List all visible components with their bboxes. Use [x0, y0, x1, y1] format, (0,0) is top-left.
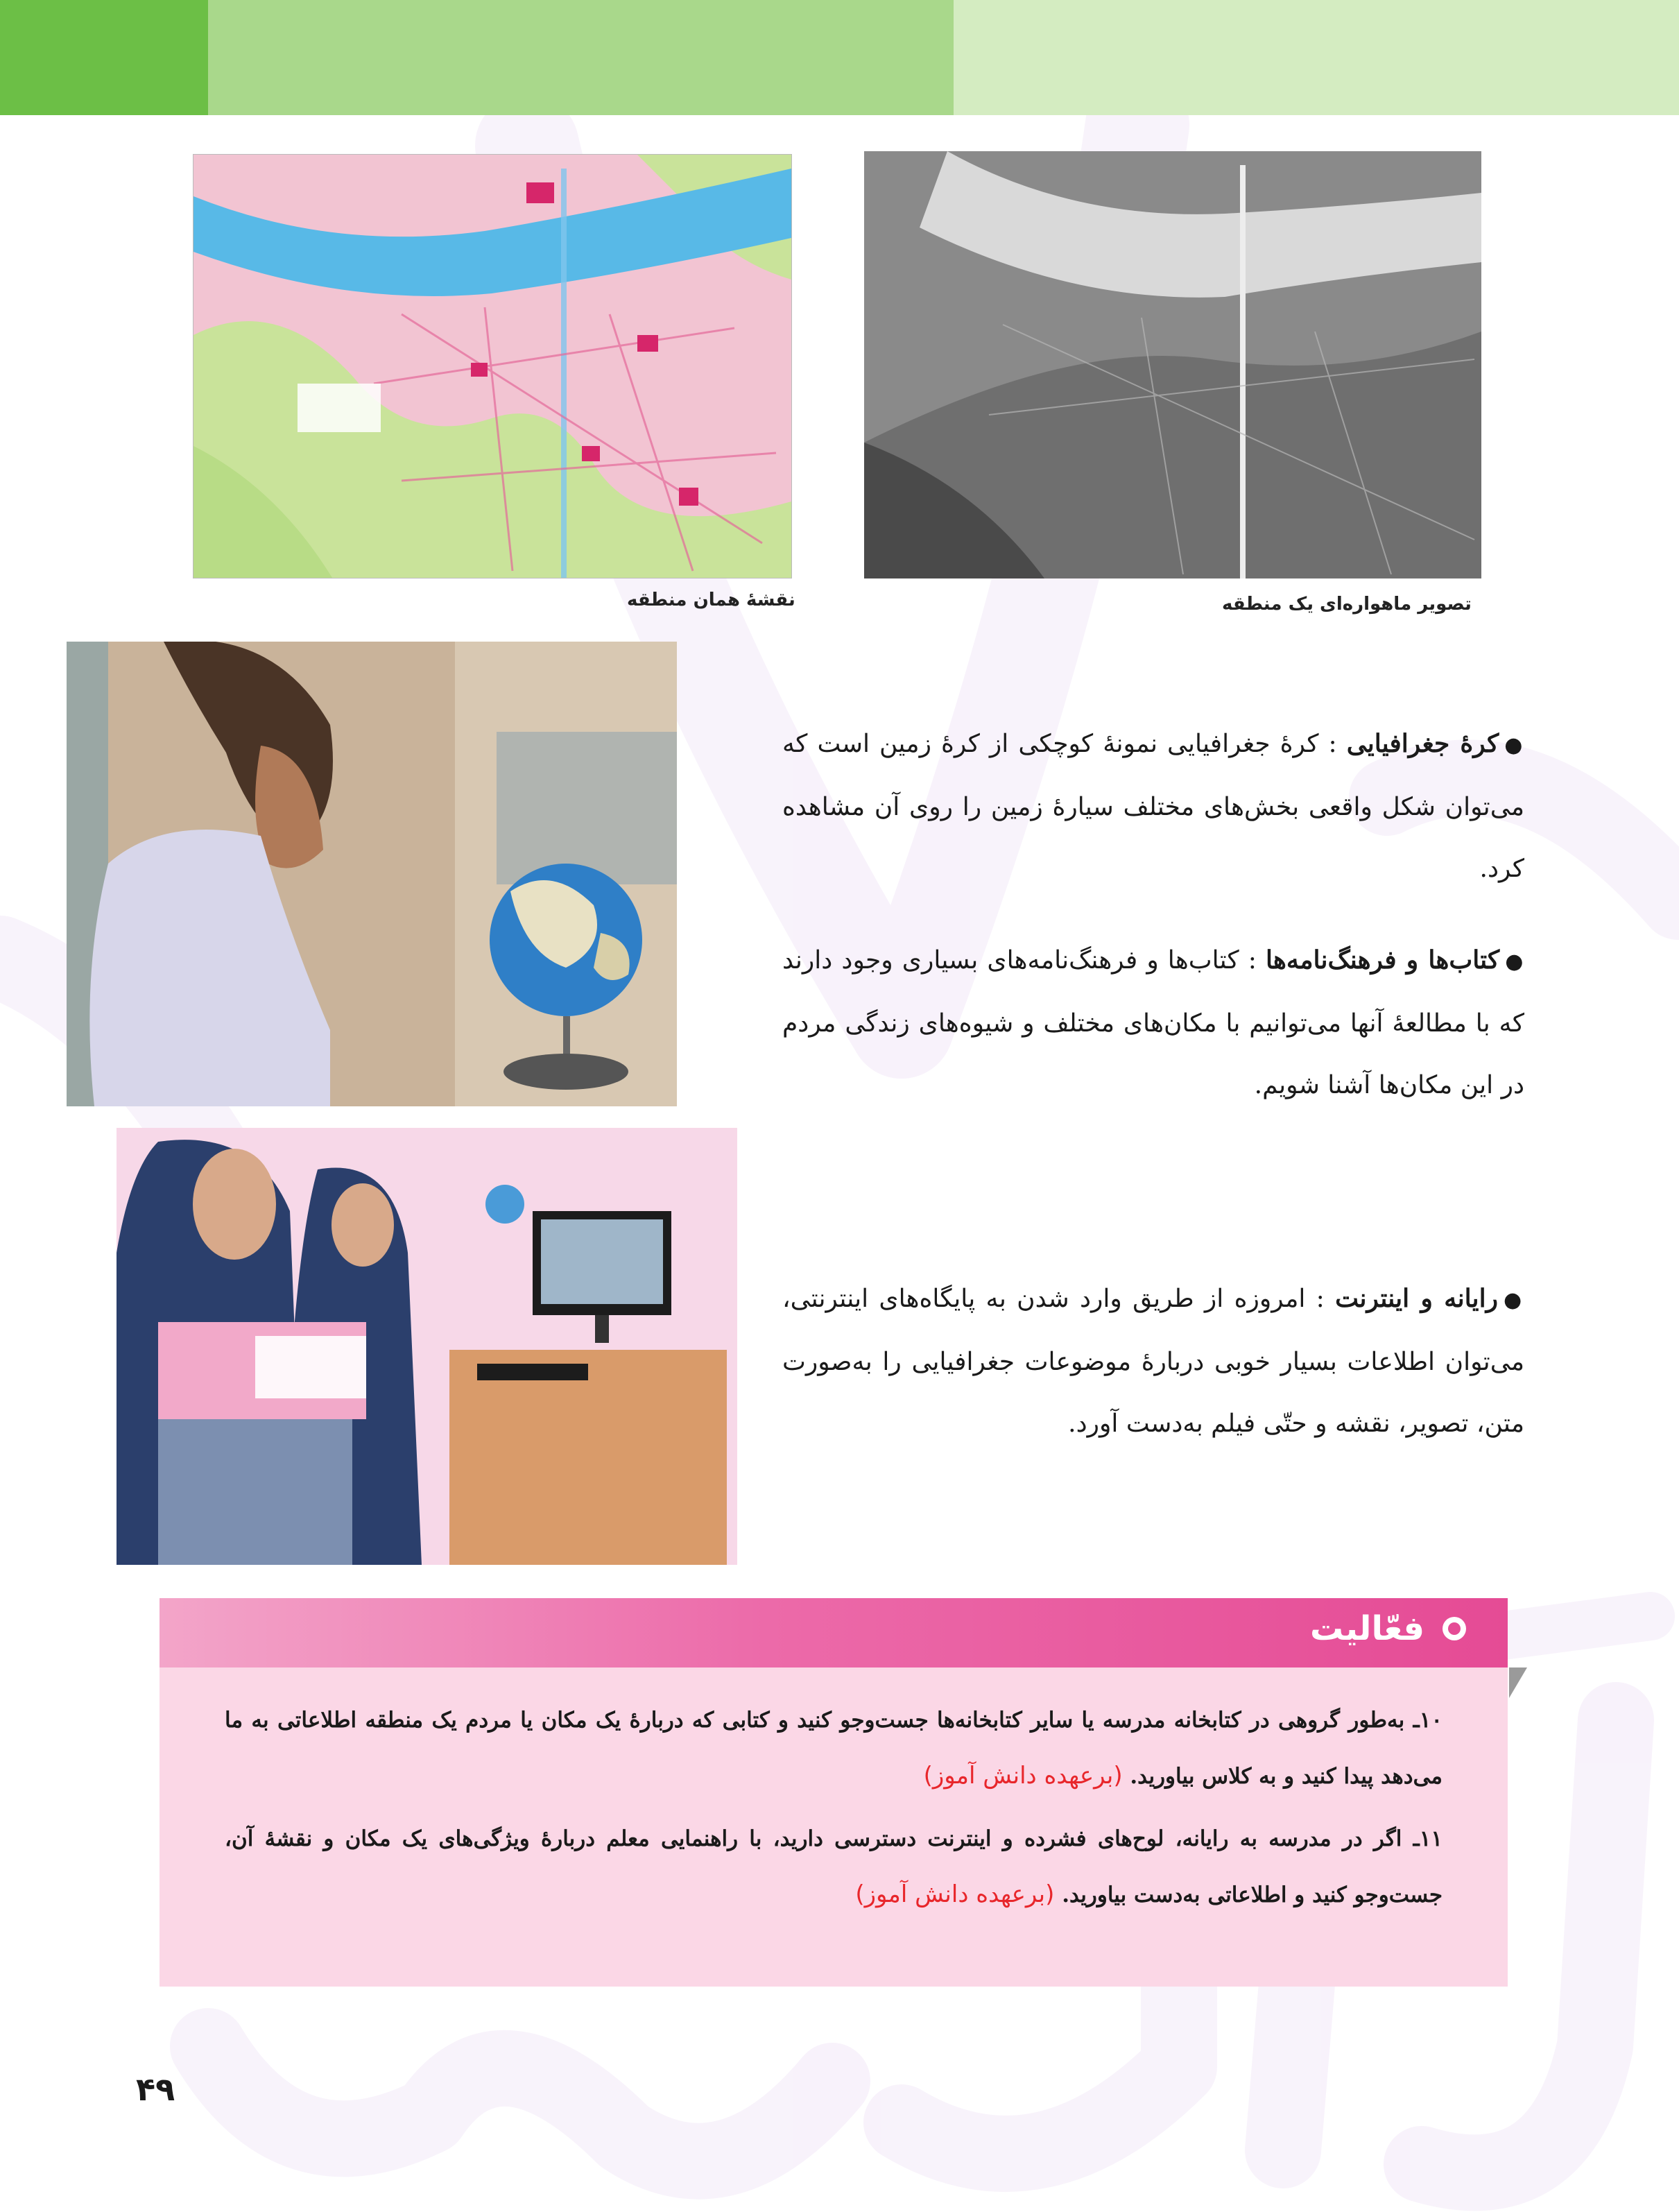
boy-with-globe-photo — [67, 642, 677, 1106]
activity-item — [225, 1811, 1443, 1923]
activity-title-group — [1310, 1609, 1466, 1648]
item-text: به‌طور گروهی در کتابخانه مدرسه یا سایر کتابخانه‌ها جست‌وجو کنید و کتابی که دربارهٔ یک مکان یا مردم یک منطقه اطلاعاتی به ما می‌دهد پیدا کنید و به کلاس بیاورید. — [225, 1708, 1443, 1789]
internet-description: امروزه از طریق وارد شدن به پایگاه‌های اینترنتی، می‌توان اطلاعات بسیار خوبی دربارهٔ موضوعات جغرافیایی را به‌صورت متن، تصویر، نقشه و حتّی فیلم به‌دست آورد. — [782, 1285, 1524, 1438]
books-separator: : — [1239, 946, 1266, 975]
band-segment-dark — [0, 0, 208, 115]
item-number: ۱۱ـ — [1413, 1826, 1443, 1851]
satellite-caption: تصویر ماهواره‌ای یک منطقه — [1222, 594, 1472, 615]
activity-title: فعّالیت — [1310, 1609, 1424, 1648]
activity-body — [160, 1667, 1508, 1987]
bullet-icon: ● — [1504, 733, 1525, 757]
band-segment-medium — [208, 0, 954, 115]
internet-paragraph — [782, 1268, 1524, 1455]
books-description: کتاب‌ها و فرهنگ‌نامه‌های بسیاری وجود دارند که با مطالعهٔ آنها می‌توانیم با مکان‌های مختلف و شیوه‌های زندگی مردم در این مکان‌ها آشنا شویم. — [782, 946, 1524, 1099]
activity-header — [160, 1598, 1508, 1667]
satellite-image — [864, 151, 1481, 578]
globe-term: کرهٔ جغرافیایی — [1346, 729, 1499, 758]
page-number: ۴۹ — [136, 2070, 175, 2108]
books-term: کتاب‌ها و فرهنگ‌نامه‌ها — [1265, 945, 1500, 975]
bullet-icon: ● — [1505, 950, 1525, 974]
internet-term: رایانه و اینترنت — [1335, 1284, 1498, 1313]
circle-bullet-icon — [1443, 1617, 1466, 1640]
item-answer: (برعهده دانش آموز) — [855, 1880, 1055, 1908]
globe-paragraph — [782, 713, 1524, 900]
item-answer: (برعهده دانش آموز) — [923, 1762, 1123, 1790]
activity-item — [225, 1692, 1443, 1804]
bullet-icon: ● — [1503, 1288, 1524, 1312]
top-color-band — [0, 0, 1679, 115]
books-paragraph — [782, 929, 1524, 1116]
item-text: اگر در مدرسه به رایانه، لوح‌های فشرده و اینترنت دسترسی دارید، با راهنمایی معلم دربارهٔ ویژگی‌های یک مکان و نقشهٔ آن، جست‌وجو کنید و اطلاعاتی به‌دست بیاورید. — [225, 1826, 1443, 1907]
band-segment-light — [954, 0, 1679, 115]
internet-separator: : — [1305, 1285, 1336, 1313]
map-caption: نقشهٔ همان منطقه — [627, 590, 795, 610]
page-fold-corner — [1509, 1667, 1527, 1698]
item-number: ۱۰ـ — [1413, 1708, 1443, 1733]
globe-description: کرهٔ جغرافیایی نمونهٔ کوچکی از کرهٔ زمین است که می‌توان شکل واقعی بخش‌های مختلف سیارهٔ زمین را روی آن مشاهده کرد. — [782, 730, 1524, 883]
city-map-image — [193, 154, 792, 578]
globe-separator: : — [1318, 730, 1347, 758]
girls-with-computer-photo — [117, 1128, 737, 1565]
